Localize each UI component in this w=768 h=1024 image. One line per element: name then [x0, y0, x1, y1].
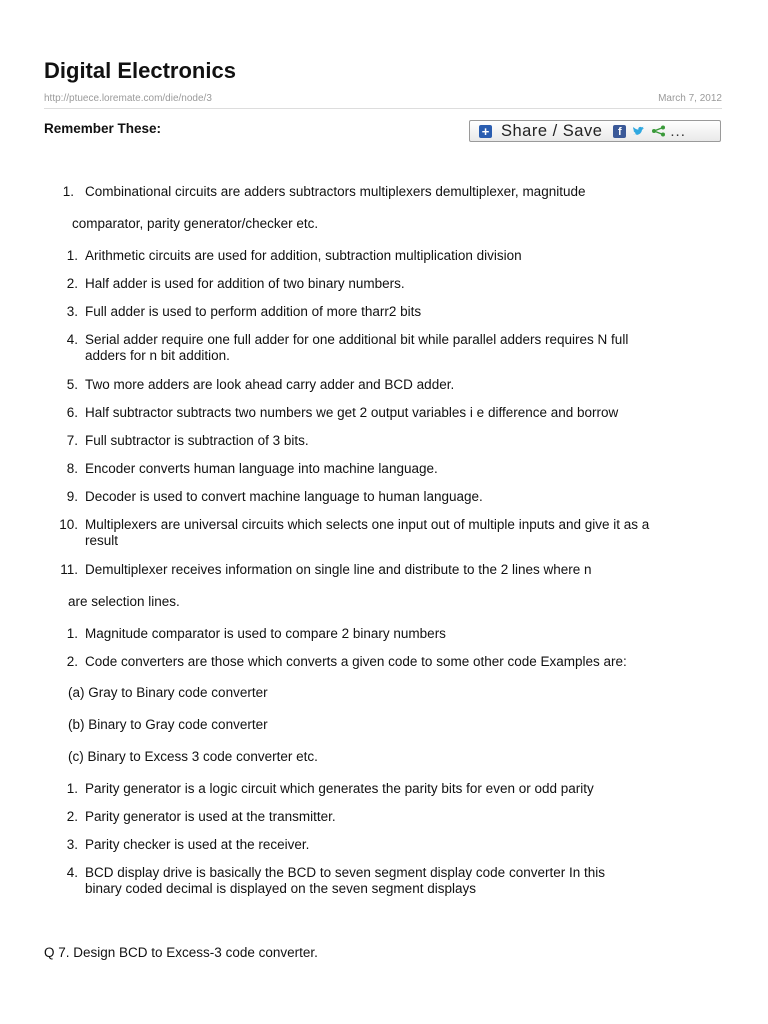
continuation-text: comparator, parity generator/checker etc.	[72, 216, 319, 231]
source-url[interactable]: http://ptuece.loremate.com/die/node/3	[44, 93, 212, 104]
list-number: 1.	[66, 781, 78, 796]
list-item: Full subtractor is subtraction of 3 bits.	[85, 433, 309, 448]
list-number: 11.	[60, 562, 78, 577]
sharethis-icon[interactable]	[651, 125, 666, 137]
question-heading: Q 7. Design BCD to Excess-3 code converter.	[44, 945, 318, 960]
list-number: 2.	[66, 654, 78, 669]
list-item: Decoder is used to convert machine language to human language.	[85, 489, 483, 504]
list-item: Magnitude comparator is used to compare 2 binary numbers	[85, 626, 446, 641]
list-item: Half adder is used for addition of two binary numbers.	[85, 276, 405, 291]
list-item: BCD display drive is basically the BCD to seven segment display code converter In this	[85, 865, 605, 880]
list-item: Demultiplexer receives information on single line and distribute to the 2 lines where n	[85, 562, 592, 577]
list-number: 10.	[59, 517, 78, 532]
share-save-button[interactable]	[469, 120, 721, 142]
list-number: 4.	[66, 332, 78, 347]
list-item: Arithmetic circuits are used for addition, subtraction multiplication division	[85, 248, 522, 263]
list-item: Multiplexers are universal circuits which selects one input out of multiple inputs and give it as a	[85, 517, 650, 532]
list-number: 3.	[66, 837, 78, 852]
list-item: Serial adder require one full adder for one additional bit while parallel adders requires N full	[85, 332, 629, 347]
share-plus-icon: +	[479, 125, 492, 138]
list-number: 5.	[66, 377, 78, 392]
list-item: Two more adders are look ahead carry adder and BCD adder.	[85, 377, 455, 392]
share-save-label: Share / Save	[501, 121, 603, 140]
list-item: Full adder is used to perform addition of more tharr2 bits	[85, 304, 422, 319]
converter-example: (c) Binary to Excess 3 code converter etc.	[68, 749, 318, 764]
header-divider	[44, 108, 722, 109]
converter-example: (b) Binary to Gray code converter	[68, 717, 268, 732]
list-item: Encoder converts human language into machine language.	[85, 461, 438, 476]
list-item: Parity generator is a logic circuit which generates the parity bits for even or odd parity	[85, 781, 594, 796]
list-number: 1.	[62, 184, 74, 199]
list-item-line2: adders for n bit addition.	[85, 348, 230, 363]
list-number: 2.	[66, 809, 78, 824]
more-options[interactable]: ...	[670, 122, 686, 140]
list-number: 9.	[66, 489, 78, 504]
twitter-icon[interactable]	[632, 125, 646, 137]
facebook-icon[interactable]: f	[613, 125, 626, 138]
section-heading: Remember These:	[44, 121, 162, 136]
list-item-line2: binary coded decimal is displayed on the seven segment displays	[85, 881, 476, 896]
list-number: 1.	[66, 626, 78, 641]
list-number: 6.	[66, 405, 78, 420]
continuation-text: are selection lines.	[68, 594, 180, 609]
list-item-line2: result	[85, 533, 119, 548]
list-item: Parity checker is used at the receiver.	[85, 837, 310, 852]
page-title: Digital Electronics	[44, 58, 236, 83]
converter-example: (a) Gray to Binary code converter	[68, 685, 268, 700]
list-number: 2.	[66, 276, 78, 291]
list-item: Parity generator is used at the transmitter.	[85, 809, 336, 824]
list-number: 3.	[66, 304, 78, 319]
list-number: 4.	[66, 865, 78, 880]
list-item: Combinational circuits are adders subtractors multiplexers demultiplexer, magnitude	[85, 184, 586, 199]
publish-date: March 7, 2012	[658, 93, 722, 104]
list-item: Code converters are those which converts a given code to some other code Examples are:	[85, 654, 627, 669]
list-number: 7.	[66, 433, 78, 448]
list-item: Half subtractor subtracts two numbers we get 2 output variables i e difference and borrow	[85, 405, 619, 420]
list-number: 8.	[66, 461, 78, 476]
list-number: 1.	[66, 248, 78, 263]
